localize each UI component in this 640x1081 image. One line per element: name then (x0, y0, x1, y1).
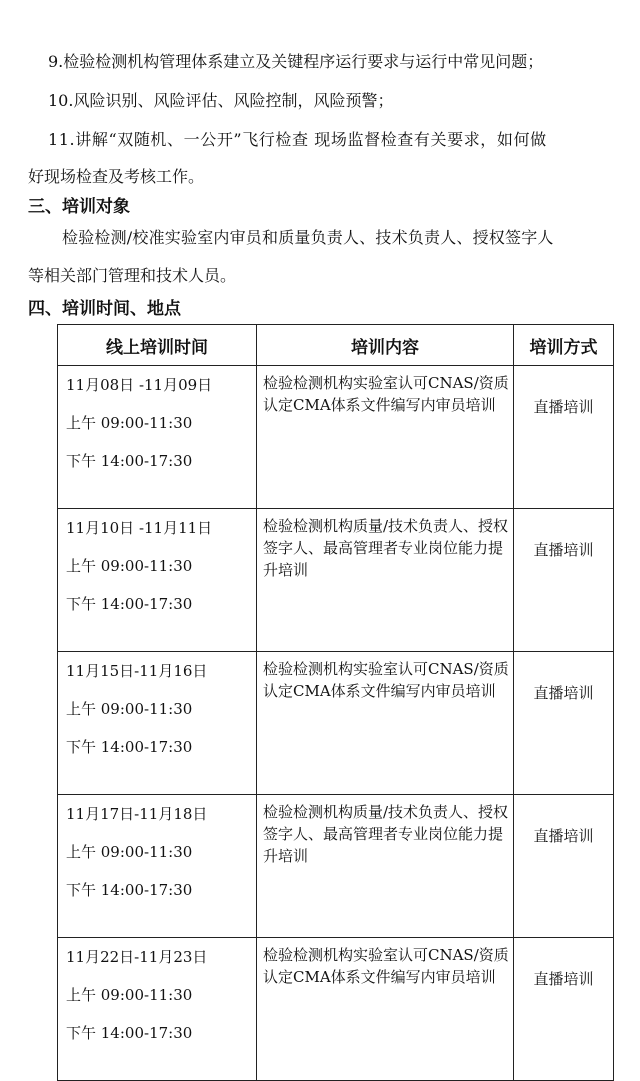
content-cell: 检验检测机构质量/技术负责人、授权签字人、最高管理者专业岗位能力提升培训 (257, 509, 514, 652)
table-row (58, 652, 614, 795)
method-cell: 直播培训 (514, 795, 614, 938)
date-range: 11月17日-11月18日 (66, 805, 208, 823)
table-row (58, 509, 614, 652)
time-cell (58, 652, 257, 795)
table-header-row (58, 325, 614, 366)
table-row (58, 938, 614, 1081)
method-cell: 直播培训 (514, 938, 614, 1081)
afternoon-time: 下午 14:00-17:30 (66, 452, 193, 470)
method-cell: 直播培训 (514, 509, 614, 652)
list-item-9: 9.检验检测机构管理体系建立及关键程序运行要求与运行中常见问题； (48, 52, 544, 71)
morning-time: 上午 09:00-11:30 (66, 557, 193, 575)
time-cell (58, 509, 257, 652)
content-cell: 检验检测机构实验室认可CNAS/资质认定CMA体系文件编写内审员培训 (257, 652, 514, 795)
list-item-11: 11.讲解“双随机、一公开”飞行检查 现场监督检查有关要求，如何做 (48, 130, 547, 149)
table-row (58, 795, 614, 938)
afternoon-time: 下午 14:00-17:30 (66, 1024, 193, 1042)
date-range: 11月15日-11月16日 (66, 662, 208, 680)
list-item-10: 10.风险识别、风险评估、风险控制，风险预警； (48, 91, 394, 110)
time-cell (58, 795, 257, 938)
method-cell: 直播培训 (514, 366, 614, 509)
morning-time: 上午 09:00-11:30 (66, 843, 193, 861)
section-3-text-line-1: 检验检测/校准实验室内审员和质量负责人、技术负责人、授权签字人 (62, 228, 554, 247)
morning-time: 上午 09:00-11:30 (66, 986, 193, 1004)
date-range: 11月22日-11月23日 (66, 948, 208, 966)
morning-time: 上午 09:00-11:30 (66, 414, 193, 432)
header-online-time: 线上培训时间 (58, 325, 257, 366)
list-item-11-continued: 好现场检查及考核工作。 (28, 167, 205, 186)
afternoon-time: 下午 14:00-17:30 (66, 881, 193, 899)
table-row (58, 366, 614, 509)
afternoon-time: 下午 14:00-17:30 (66, 595, 193, 613)
date-range: 11月10日 -11月11日 (66, 519, 213, 537)
date-range: 11月08日 -11月09日 (66, 376, 213, 394)
header-content: 培训内容 (257, 325, 514, 366)
morning-time: 上午 09:00-11:30 (66, 700, 193, 718)
time-cell (58, 938, 257, 1081)
section-3-text-line-2: 等相关部门管理和技术人员。 (28, 266, 237, 285)
content-cell: 检验检测机构实验室认可CNAS/资质认定CMA体系文件编写内审员培训 (257, 366, 514, 509)
section-3-heading: 三、培训对象 (28, 197, 130, 217)
section-4-heading: 四、培训时间、地点 (28, 299, 181, 319)
header-method: 培训方式 (514, 325, 614, 366)
training-schedule-table (57, 324, 614, 1081)
method-cell: 直播培训 (514, 652, 614, 795)
time-cell (58, 366, 257, 509)
content-cell: 检验检测机构实验室认可CNAS/资质认定CMA体系文件编写内审员培训 (257, 938, 514, 1081)
content-cell: 检验检测机构质量/技术负责人、授权签字人、最高管理者专业岗位能力提升培训 (257, 795, 514, 938)
afternoon-time: 下午 14:00-17:30 (66, 738, 193, 756)
